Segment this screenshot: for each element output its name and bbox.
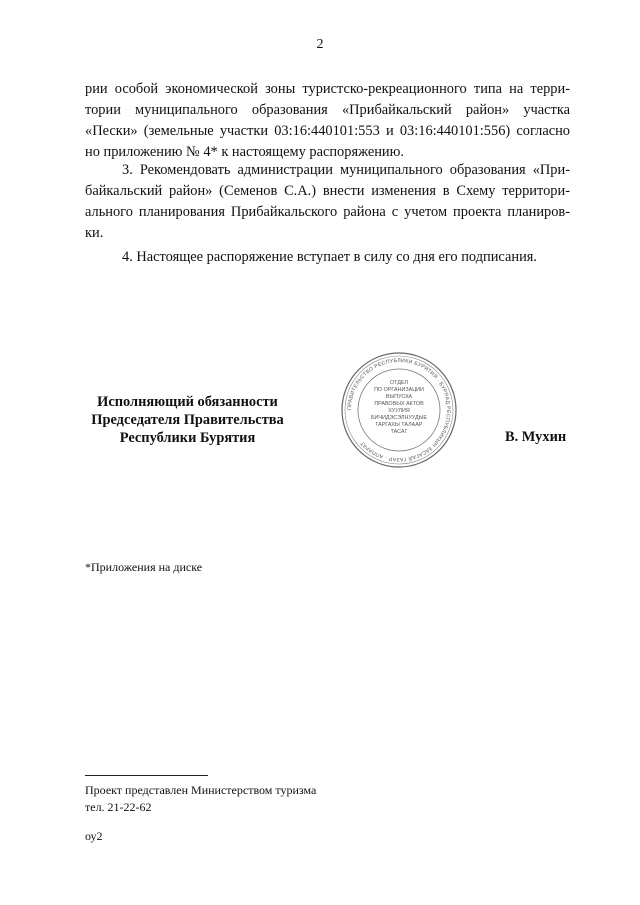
text-line: 4. Настоящее распоряжение вступает в силу со дня его подписания. — [122, 249, 537, 265]
official-seal — [340, 350, 458, 470]
footer-divider — [85, 775, 208, 776]
signatory-title — [80, 393, 295, 447]
seal-text-line: ГАРГАХЫ ТАЛААР — [375, 422, 423, 428]
text-line: тории муниципального образования «Прибайкальский район» участка — [85, 102, 570, 118]
footnote: *Приложения на диске — [85, 560, 203, 574]
paragraph-item-3 — [85, 160, 570, 244]
text-line: «Пески» (земельные участки 03:16:440101:553 и 03:16:440101:556) согласно — [85, 123, 570, 139]
signatory-title-line: Исполняющий обязанности — [97, 394, 278, 410]
seal-text-line: ТАСАГ — [390, 429, 408, 435]
signatory-title-line: Председателя Правительства — [91, 412, 284, 428]
footer-phone: тел. 21-22-62 — [85, 800, 152, 814]
paragraph-continuation — [85, 79, 570, 163]
text-line: 3. Рекомендовать администрации муниципального образования «При- — [122, 162, 570, 178]
paragraph-item-4 — [85, 247, 570, 268]
seal-text-line: ПО ОРГАНИЗАЦИИ — [374, 387, 424, 393]
signatory-name: В. Мухин — [505, 429, 567, 445]
text-line: но приложению № 4* к настоящему распоряжению. — [85, 144, 404, 160]
text-line: ального планирования Прибайкальского района с учетом проекта планиров- — [85, 204, 570, 220]
text-line: байкальский район» (Семенов С.А.) внести изменения в Схему территори- — [85, 183, 570, 199]
seal-text-line: ВЫПУСКА — [385, 394, 413, 400]
seal-ring-text: ПРАВИТЕЛЬСТВО РЕСПУБЛИКИ БУРЯТИЯ · БУРЯАД РЕСПУБЛИКЫН ЗАСАГАЙ ГАЗАР · АППАРАТ — [346, 357, 452, 463]
seal-text-line: ХУУЛИЯ — [388, 408, 410, 414]
seal-text-line: ПРАВОВЫХ АКТОВ — [374, 401, 424, 407]
seal-text-line: ОТДЕЛ — [389, 380, 409, 386]
text-line: рии особой экономической зоны туристско-рекреационного типа на терри- — [85, 81, 570, 97]
seal-text-line: БИЧИДЭСЭЛНУУДЫЕ — [371, 415, 427, 421]
footer-code: оу2 — [85, 829, 103, 843]
text-line: ки. — [85, 225, 104, 241]
signatory-title-line: Республики Бурятия — [119, 430, 256, 446]
page-number: 2 — [316, 37, 324, 52]
footer-prepared-by: Проект представлен Министерством туризма — [85, 783, 317, 797]
